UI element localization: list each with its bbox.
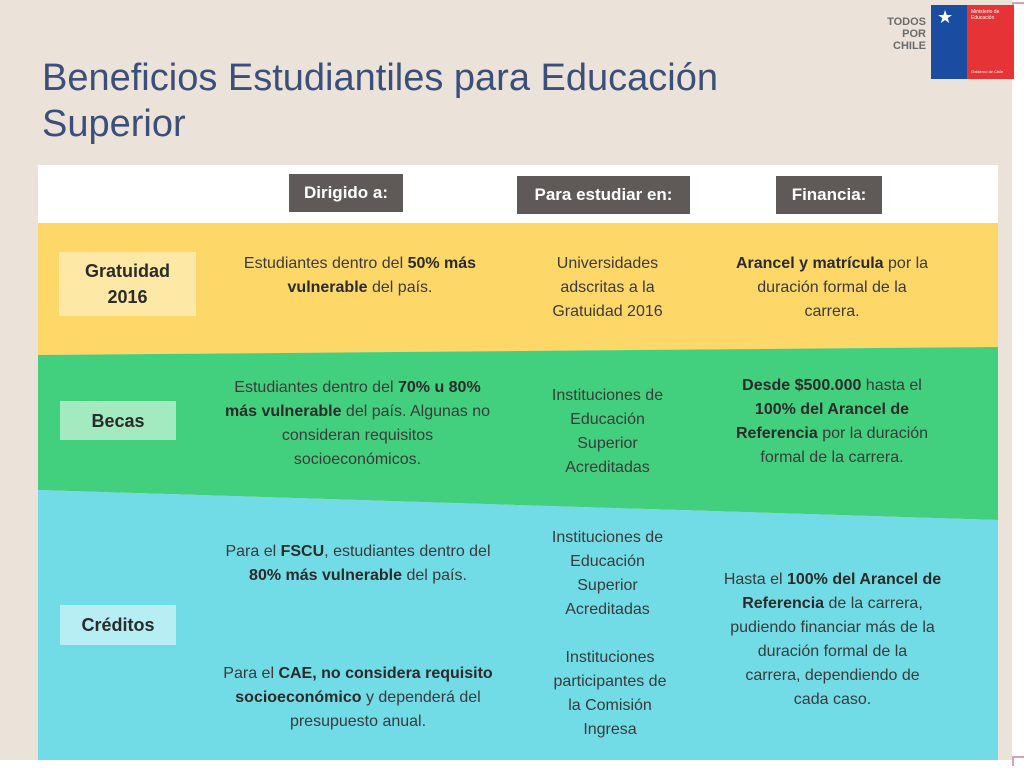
text-line: la Comisión [568, 697, 652, 714]
creditos-financia [705, 568, 960, 712]
star-icon: ★ [937, 7, 954, 28]
text-line: presupuesto anual. [289, 713, 427, 730]
text-line: Para el FSCU, estudiantes dentro del [225, 543, 491, 560]
text-line: 80% más vulnerable del país. [249, 567, 467, 584]
creditos-dirigido-fscu [198, 540, 518, 588]
logo-line: TODOS [887, 16, 926, 28]
text-line: Arancel y matrícula por la [735, 255, 929, 272]
text-line: Instituciones [565, 649, 655, 666]
text-line: adscritas a la [560, 279, 655, 296]
slide-title: Beneficios Estudiantiles para Educación Superior [42, 57, 718, 145]
text-line: formal de la carrera. [760, 449, 904, 466]
ministry-logo [931, 5, 1014, 79]
text-line: Educación [570, 411, 645, 428]
row-label-creditos: Créditos [60, 605, 176, 645]
row-label-becas: Becas [60, 401, 176, 440]
row-label-text: 2016 [107, 287, 148, 307]
text-line: socioeconómico y dependerá del [235, 689, 481, 706]
text-line: Estudiantes dentro del 70% u 80% [234, 379, 481, 396]
gratuidad-dirigido [205, 252, 515, 300]
text-line: Referencia por la duración [735, 425, 929, 442]
gratuidad-financia [712, 252, 952, 324]
text-line: socioeconómicos. [293, 451, 422, 468]
text-line: Instituciones de [551, 387, 664, 404]
text-line: Acreditadas [565, 601, 650, 618]
slide-edge [1012, 0, 1024, 768]
header-para-estudiar: Para estudiar en: [517, 176, 690, 214]
text-line: Para el CAE, no considera requisito [223, 665, 493, 682]
gratuidad-estudiar [530, 252, 685, 324]
text-line: más vulnerable del país. Algunas no [224, 403, 491, 420]
header-dirigido: Dirigido a: [289, 174, 403, 212]
text-line: Estudiantes dentro del 50% más [243, 255, 477, 272]
creditos-dirigido-cae [198, 662, 518, 734]
header-financia: Financia: [776, 176, 882, 214]
todos-por-chile-logo [870, 16, 926, 52]
becas-estudiar [530, 384, 685, 480]
text-line: participantes de [553, 673, 667, 690]
text-line: duración formal de la [757, 279, 907, 296]
text-line: consideran requisitos [281, 427, 434, 444]
logo-ministry-caption: Ministerio de Educación [971, 9, 1000, 21]
text-line: Ingresa [583, 721, 637, 738]
creditos-estudiar-fscu [530, 526, 685, 622]
text-line: vulnerable del país. [287, 279, 433, 296]
slide-bottom-edge [0, 760, 1012, 768]
text-line: Instituciones de [551, 529, 664, 546]
logo-line: CHILE [893, 40, 926, 52]
text-line: Hasta el 100% del Arancel de [723, 571, 942, 588]
text-line: Superior [577, 577, 638, 594]
text-line: Gratuidad 2016 [552, 303, 663, 320]
becas-financia [712, 374, 952, 470]
text-line: duración formal de la [757, 643, 908, 660]
text-line: pudiendo financiar más de la [730, 619, 935, 636]
text-line: Desde $500.000 hasta el [742, 377, 922, 394]
logo-line: POR [902, 28, 926, 40]
logo-government-caption: Gobierno de Chile [971, 69, 1004, 74]
text-line: 100% del Arancel de [754, 401, 910, 418]
text-line: carrera. [804, 303, 860, 320]
becas-dirigido [200, 376, 515, 472]
text-line: cada caso. [793, 691, 872, 708]
text-line: carrera, dependiendo de [745, 667, 920, 684]
edge-tick [1012, 756, 1024, 766]
creditos-estudiar-cae [530, 646, 690, 742]
text-line: Superior [577, 435, 638, 452]
text-line: Referencia de la carrera, [742, 595, 923, 612]
text-line: Educación [570, 553, 645, 570]
text-line: Acreditadas [565, 459, 650, 476]
row-label-gratuidad [59, 252, 196, 316]
row-label-text: Gratuidad [84, 261, 170, 281]
text-line: Universidades [556, 255, 659, 272]
